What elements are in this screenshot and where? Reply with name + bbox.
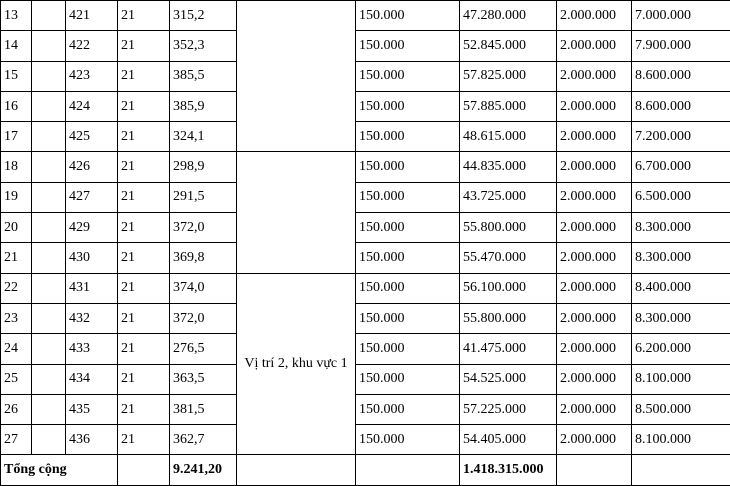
blank-cell [118, 455, 170, 485]
area-cell: 276,5 [170, 334, 237, 364]
blank-cell [32, 364, 66, 394]
sheet-number-cell: 21 [118, 182, 170, 212]
stt-cell: 23 [1, 303, 32, 333]
sheet-number-cell: 21 [118, 273, 170, 303]
amount-cell: 57.885.000 [460, 91, 557, 121]
blank-cell [32, 31, 66, 61]
deposit-cell: 2.000.000 [557, 273, 632, 303]
table-row [1, 122, 730, 152]
total-amount: 1.418.315.000 [460, 455, 557, 485]
blank-cell [32, 152, 66, 182]
unit-price-cell: 150.000 [356, 273, 460, 303]
stt-cell: 16 [1, 91, 32, 121]
lot-number-cell: 425 [66, 122, 118, 152]
sheet-number-cell: 21 [118, 303, 170, 333]
sheet-number-cell: 21 [118, 152, 170, 182]
location-cell [237, 152, 356, 273]
total-label: Tổng cộng [1, 455, 118, 485]
unit-price-cell: 150.000 [356, 425, 460, 455]
price-step-cell: 8.100.000 [632, 425, 730, 455]
table-row [1, 273, 730, 303]
amount-cell: 44.835.000 [460, 152, 557, 182]
deposit-cell: 2.000.000 [557, 122, 632, 152]
price-step-cell: 8.500.000 [632, 394, 730, 424]
amount-cell: 54.525.000 [460, 364, 557, 394]
unit-price-cell: 150.000 [356, 182, 460, 212]
price-step-cell: 8.600.000 [632, 61, 730, 91]
lot-number-cell: 434 [66, 364, 118, 394]
table-row [1, 425, 730, 455]
stt-cell: 18 [1, 152, 32, 182]
blank-cell [32, 273, 66, 303]
amount-cell: 47.280.000 [460, 1, 557, 31]
table-body [1, 1, 730, 486]
location-cell: Vị trí 2, khu vực 1 [237, 273, 356, 455]
stt-cell: 24 [1, 334, 32, 364]
table-row [1, 152, 730, 182]
stt-cell: 25 [1, 364, 32, 394]
lot-number-cell: 422 [66, 31, 118, 61]
blank-cell [32, 394, 66, 424]
area-cell: 363,5 [170, 364, 237, 394]
unit-price-cell: 150.000 [356, 364, 460, 394]
stt-cell: 22 [1, 273, 32, 303]
sheet-number-cell: 21 [118, 31, 170, 61]
lot-number-cell: 426 [66, 152, 118, 182]
price-step-cell: 6.700.000 [632, 152, 730, 182]
stt-cell: 19 [1, 182, 32, 212]
stt-cell: 20 [1, 213, 32, 243]
price-step-cell: 8.100.000 [632, 364, 730, 394]
stt-cell: 21 [1, 243, 32, 273]
amount-cell: 41.475.000 [460, 334, 557, 364]
table-row [1, 1, 730, 31]
table-row [1, 61, 730, 91]
blank-cell [356, 455, 460, 485]
unit-price-cell: 150.000 [356, 91, 460, 121]
deposit-cell: 2.000.000 [557, 152, 632, 182]
amount-cell: 55.800.000 [460, 213, 557, 243]
blank-cell [32, 1, 66, 31]
area-cell: 298,9 [170, 152, 237, 182]
deposit-cell: 2.000.000 [557, 91, 632, 121]
table-row [1, 394, 730, 424]
lot-number-cell: 431 [66, 273, 118, 303]
blank-cell [32, 122, 66, 152]
lot-number-cell: 423 [66, 61, 118, 91]
lot-number-cell: 435 [66, 394, 118, 424]
unit-price-cell: 150.000 [356, 213, 460, 243]
stt-cell: 26 [1, 394, 32, 424]
price-step-cell: 6.200.000 [632, 334, 730, 364]
amount-cell: 57.825.000 [460, 61, 557, 91]
amount-cell: 57.225.000 [460, 394, 557, 424]
deposit-cell: 2.000.000 [557, 334, 632, 364]
table-row [1, 182, 730, 212]
area-cell: 362,7 [170, 425, 237, 455]
blank-cell [557, 455, 632, 485]
deposit-cell: 2.000.000 [557, 31, 632, 61]
price-step-cell: 8.600.000 [632, 91, 730, 121]
blank-cell [32, 303, 66, 333]
price-step-cell: 8.300.000 [632, 303, 730, 333]
unit-price-cell: 150.000 [356, 334, 460, 364]
amount-cell: 55.800.000 [460, 303, 557, 333]
lot-number-cell: 432 [66, 303, 118, 333]
area-cell: 385,5 [170, 61, 237, 91]
price-step-cell: 6.500.000 [632, 182, 730, 212]
unit-price-cell: 150.000 [356, 61, 460, 91]
deposit-cell: 2.000.000 [557, 61, 632, 91]
unit-price-cell: 150.000 [356, 1, 460, 31]
sheet-number-cell: 21 [118, 1, 170, 31]
blank-cell [32, 425, 66, 455]
blank-cell [632, 455, 730, 485]
unit-price-cell: 150.000 [356, 394, 460, 424]
price-step-cell: 8.300.000 [632, 243, 730, 273]
lot-number-cell: 421 [66, 1, 118, 31]
area-cell: 374,0 [170, 273, 237, 303]
price-step-cell: 8.300.000 [632, 213, 730, 243]
area-cell: 291,5 [170, 182, 237, 212]
stt-cell: 15 [1, 61, 32, 91]
sheet-number-cell: 21 [118, 394, 170, 424]
total-area: 9.241,20 [170, 455, 237, 485]
unit-price-cell: 150.000 [356, 303, 460, 333]
blank-cell [32, 182, 66, 212]
lot-number-cell: 427 [66, 182, 118, 212]
table-row [1, 213, 730, 243]
table-row [1, 243, 730, 273]
deposit-cell: 2.000.000 [557, 303, 632, 333]
sheet-number-cell: 21 [118, 61, 170, 91]
area-cell: 385,9 [170, 91, 237, 121]
unit-price-cell: 150.000 [356, 243, 460, 273]
lot-number-cell: 430 [66, 243, 118, 273]
area-cell: 352,3 [170, 31, 237, 61]
table-row [1, 91, 730, 121]
sheet-number-cell: 21 [118, 213, 170, 243]
price-step-cell: 7.900.000 [632, 31, 730, 61]
blank-cell [237, 455, 356, 485]
blank-cell [32, 334, 66, 364]
amount-cell: 56.100.000 [460, 273, 557, 303]
unit-price-cell: 150.000 [356, 31, 460, 61]
area-cell: 324,1 [170, 122, 237, 152]
area-cell: 381,5 [170, 394, 237, 424]
deposit-cell: 2.000.000 [557, 182, 632, 212]
blank-cell [32, 91, 66, 121]
lot-number-cell: 424 [66, 91, 118, 121]
unit-price-cell: 150.000 [356, 122, 460, 152]
unit-price-cell: 150.000 [356, 152, 460, 182]
lot-number-cell: 436 [66, 425, 118, 455]
stt-cell: 17 [1, 122, 32, 152]
sheet-number-cell: 21 [118, 334, 170, 364]
amount-cell: 48.615.000 [460, 122, 557, 152]
area-cell: 372,0 [170, 213, 237, 243]
table-row [1, 364, 730, 394]
blank-cell [32, 61, 66, 91]
deposit-cell: 2.000.000 [557, 425, 632, 455]
area-cell: 315,2 [170, 1, 237, 31]
amount-cell: 43.725.000 [460, 182, 557, 212]
sheet-number-cell: 21 [118, 91, 170, 121]
table-row [1, 303, 730, 333]
stt-cell: 14 [1, 31, 32, 61]
sheet-number-cell: 21 [118, 122, 170, 152]
deposit-cell: 2.000.000 [557, 1, 632, 31]
price-step-cell: 7.200.000 [632, 122, 730, 152]
area-cell: 369,8 [170, 243, 237, 273]
sheet-number-cell: 21 [118, 243, 170, 273]
price-step-cell: 7.000.000 [632, 1, 730, 31]
location-cell [237, 1, 356, 152]
stt-cell: 13 [1, 1, 32, 31]
deposit-cell: 2.000.000 [557, 394, 632, 424]
sheet-number-cell: 21 [118, 364, 170, 394]
deposit-cell: 2.000.000 [557, 213, 632, 243]
amount-cell: 55.470.000 [460, 243, 557, 273]
stt-cell: 27 [1, 425, 32, 455]
table-row [1, 31, 730, 61]
lot-number-cell: 433 [66, 334, 118, 364]
amount-cell: 52.845.000 [460, 31, 557, 61]
area-cell: 372,0 [170, 303, 237, 333]
blank-cell [32, 243, 66, 273]
blank-cell [32, 213, 66, 243]
price-step-cell: 8.400.000 [632, 273, 730, 303]
deposit-cell: 2.000.000 [557, 364, 632, 394]
lot-number-cell: 429 [66, 213, 118, 243]
total-row [1, 455, 730, 485]
table-row [1, 334, 730, 364]
sheet-number-cell: 21 [118, 425, 170, 455]
amount-cell: 54.405.000 [460, 425, 557, 455]
deposit-cell: 2.000.000 [557, 243, 632, 273]
